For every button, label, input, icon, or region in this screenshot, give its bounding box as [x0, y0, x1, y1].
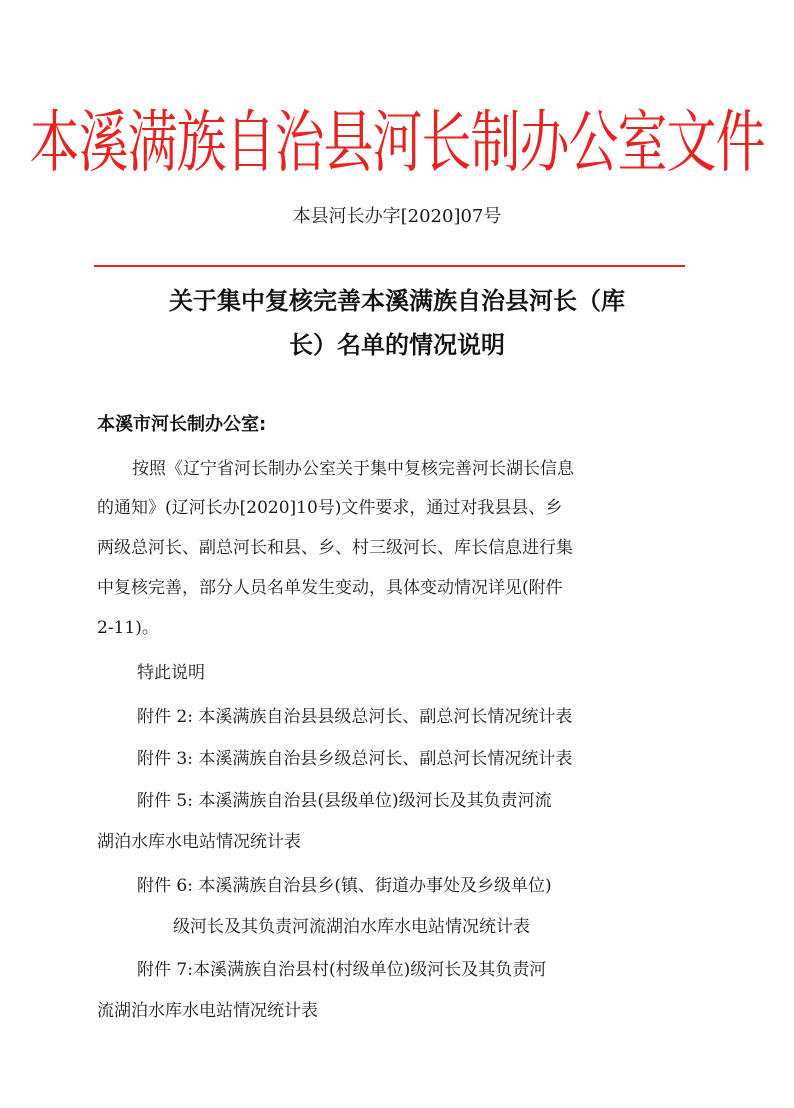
attachment-6-line-2: 级河长及其负责河流湖泊水库水电站情况统计表 [173, 917, 530, 937]
addressee: 本溪市河长制办公室: [97, 414, 267, 435]
body-line: 两级总河长、副总河长和县、乡、村三级河长、库长信息进行集 [97, 538, 573, 558]
attachment-7-line-2: 流湖泊水库水电站情况统计表 [97, 1001, 318, 1021]
red-divider-line [94, 265, 685, 267]
document-title-line-1: 关于集中复核完善本溪满族自治县河长（库 [169, 287, 625, 315]
body-line: 中复核完善，部分人员名单发生变动，具体变动情况详见(附件 [97, 578, 563, 598]
body-line: 按照《辽宁省河长制办公室关于集中复核完善河长湖长信息 [132, 459, 574, 479]
attachment-3: 附件 3: 本溪满族自治县乡级总河长、副总河长情况统计表 [137, 749, 573, 769]
body-line: 2-11)。 [97, 618, 159, 638]
document-number: 本县河长办字[2020]07号 [292, 206, 502, 227]
attachment-6-line-1: 附件 6: 本溪满族自治县乡(镇、街道办事处及乡级单位) [137, 876, 552, 896]
attachment-7-line-1: 附件 7:本溪满族自治县村(村级单位)级河长及其负责河 [137, 960, 547, 980]
body-line: 的通知》(辽河长办[2020]10号)文件要求，通过对我县县、乡 [97, 498, 563, 518]
attachment-2: 附件 2: 本溪满族自治县县级总河长、副总河长情况统计表 [137, 707, 573, 727]
document-title-line-2: 长）名单的情况说明 [289, 331, 505, 359]
attachment-5-line-2: 湖泊水库水电站情况统计表 [97, 832, 301, 852]
issuing-org-header: 本溪满族自治县河长制办公室文件 [29, 103, 765, 182]
closing-remark: 特此说明 [137, 663, 205, 683]
attachment-5-line-1: 附件 5: 本溪满族自治县(县级单位)级河长及其负责河流 [137, 791, 552, 811]
